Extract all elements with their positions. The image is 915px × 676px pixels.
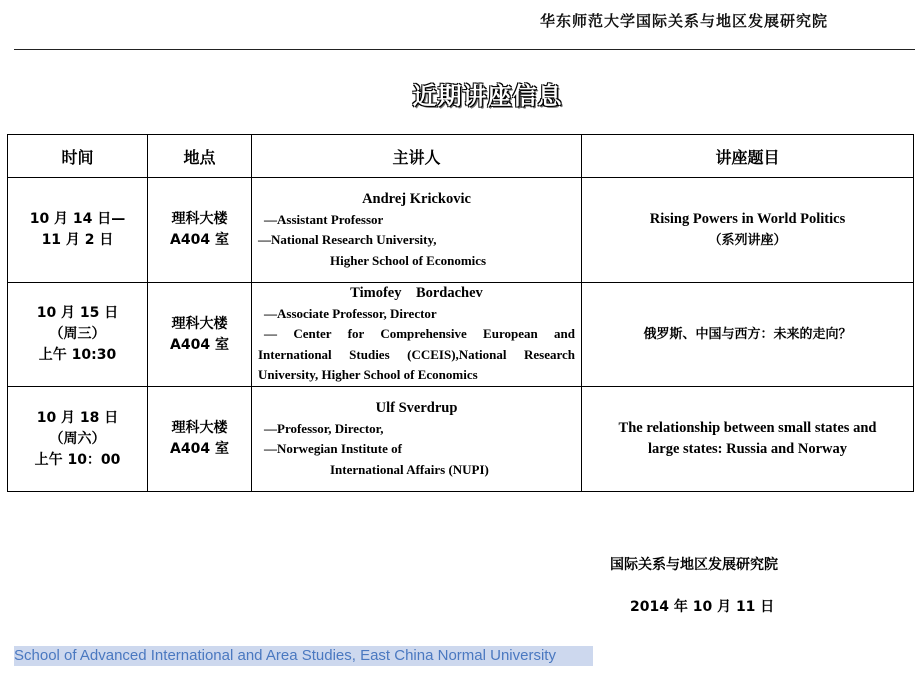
time-line: 10 月 15 日	[36, 305, 119, 321]
cell-place	[148, 283, 252, 387]
header-place: 地点	[148, 135, 252, 178]
table-row	[8, 387, 914, 492]
cell-time	[8, 178, 148, 283]
cell-time	[8, 387, 148, 492]
speaker-name: Ulf Sverdrup	[375, 400, 458, 416]
place-building: 理科大楼	[171, 315, 228, 332]
topic-line: Rising Powers in World Politics	[649, 211, 846, 227]
header-time: 时间	[8, 135, 148, 178]
topic-line: 俄罗斯、中国与西方：未来的走向？	[643, 327, 852, 342]
speaker-title: —Assistant Professor	[264, 211, 384, 227]
speaker-title: —Professor, Director,	[264, 420, 384, 436]
cell-topic	[582, 387, 914, 492]
page-title: 近期讲座信息	[412, 82, 563, 110]
table-row	[8, 178, 914, 283]
speaker-affiliation: International Affairs (NUPI)	[330, 461, 489, 477]
table-header-row	[8, 135, 914, 178]
time-line: 上午 10:30	[38, 347, 117, 363]
place-room: A404 室	[170, 336, 229, 353]
place-room: A404 室	[170, 232, 229, 248]
time-line: 上午 10：00	[34, 451, 121, 468]
place-building: 理科大楼	[171, 420, 228, 436]
time-line: 10 月 18 日	[36, 409, 119, 426]
topic-line: large states: Russia and Norway	[648, 441, 847, 457]
time-line: 11 月 2 日	[41, 232, 114, 248]
cell-speaker	[252, 387, 582, 492]
cell-place	[148, 178, 252, 283]
cell-place	[148, 387, 252, 492]
speaker-affiliation: Higher School of Economics	[330, 252, 487, 268]
place-building: 理科大楼	[171, 211, 228, 227]
cell-topic	[582, 283, 914, 387]
cell-topic	[582, 178, 914, 283]
topic-line: （系列讲座）	[708, 233, 787, 248]
table-row	[8, 283, 914, 387]
time-line: （周三）	[49, 326, 106, 342]
speaker-name: Andrej Krickovic	[362, 191, 471, 207]
speaker-name: Timofey Bordachev	[350, 285, 483, 302]
footer-organization: 国际关系与地区发展研究院	[610, 557, 778, 573]
speaker-affiliation: —National Research University,	[258, 232, 437, 247]
speaker-affiliation: International Studies (CCEIS),National Research	[258, 346, 575, 362]
header-speaker: 主讲人	[252, 135, 582, 178]
header-topic: 讲座题目	[582, 135, 914, 178]
time-line: （周六）	[49, 430, 106, 447]
header-divider	[14, 49, 915, 50]
speaker-title: —Associate Professor, Director	[264, 305, 437, 321]
footer-date: 2014 年 10 月 11 日	[630, 599, 775, 615]
time-line: 10 月 14 日—	[29, 211, 126, 227]
speaker-affiliation: — Center for Comprehensive European and	[264, 326, 575, 342]
place-room: A404 室	[170, 441, 229, 457]
speaker-affiliation: —Norwegian Institute of	[264, 441, 402, 456]
topic-line: The relationship between small states and	[618, 420, 877, 436]
school-link[interactable]: School of Advanced International and Area Studies, East China Normal University	[14, 646, 593, 666]
institute-header: 华东师范大学国际关系与地区发展研究院	[540, 12, 829, 30]
speaker-affiliation: University, Higher School of Economics	[258, 367, 478, 383]
cell-speaker	[252, 283, 582, 387]
cell-time	[8, 283, 148, 387]
cell-speaker	[252, 178, 582, 283]
lecture-schedule-table	[7, 134, 914, 492]
